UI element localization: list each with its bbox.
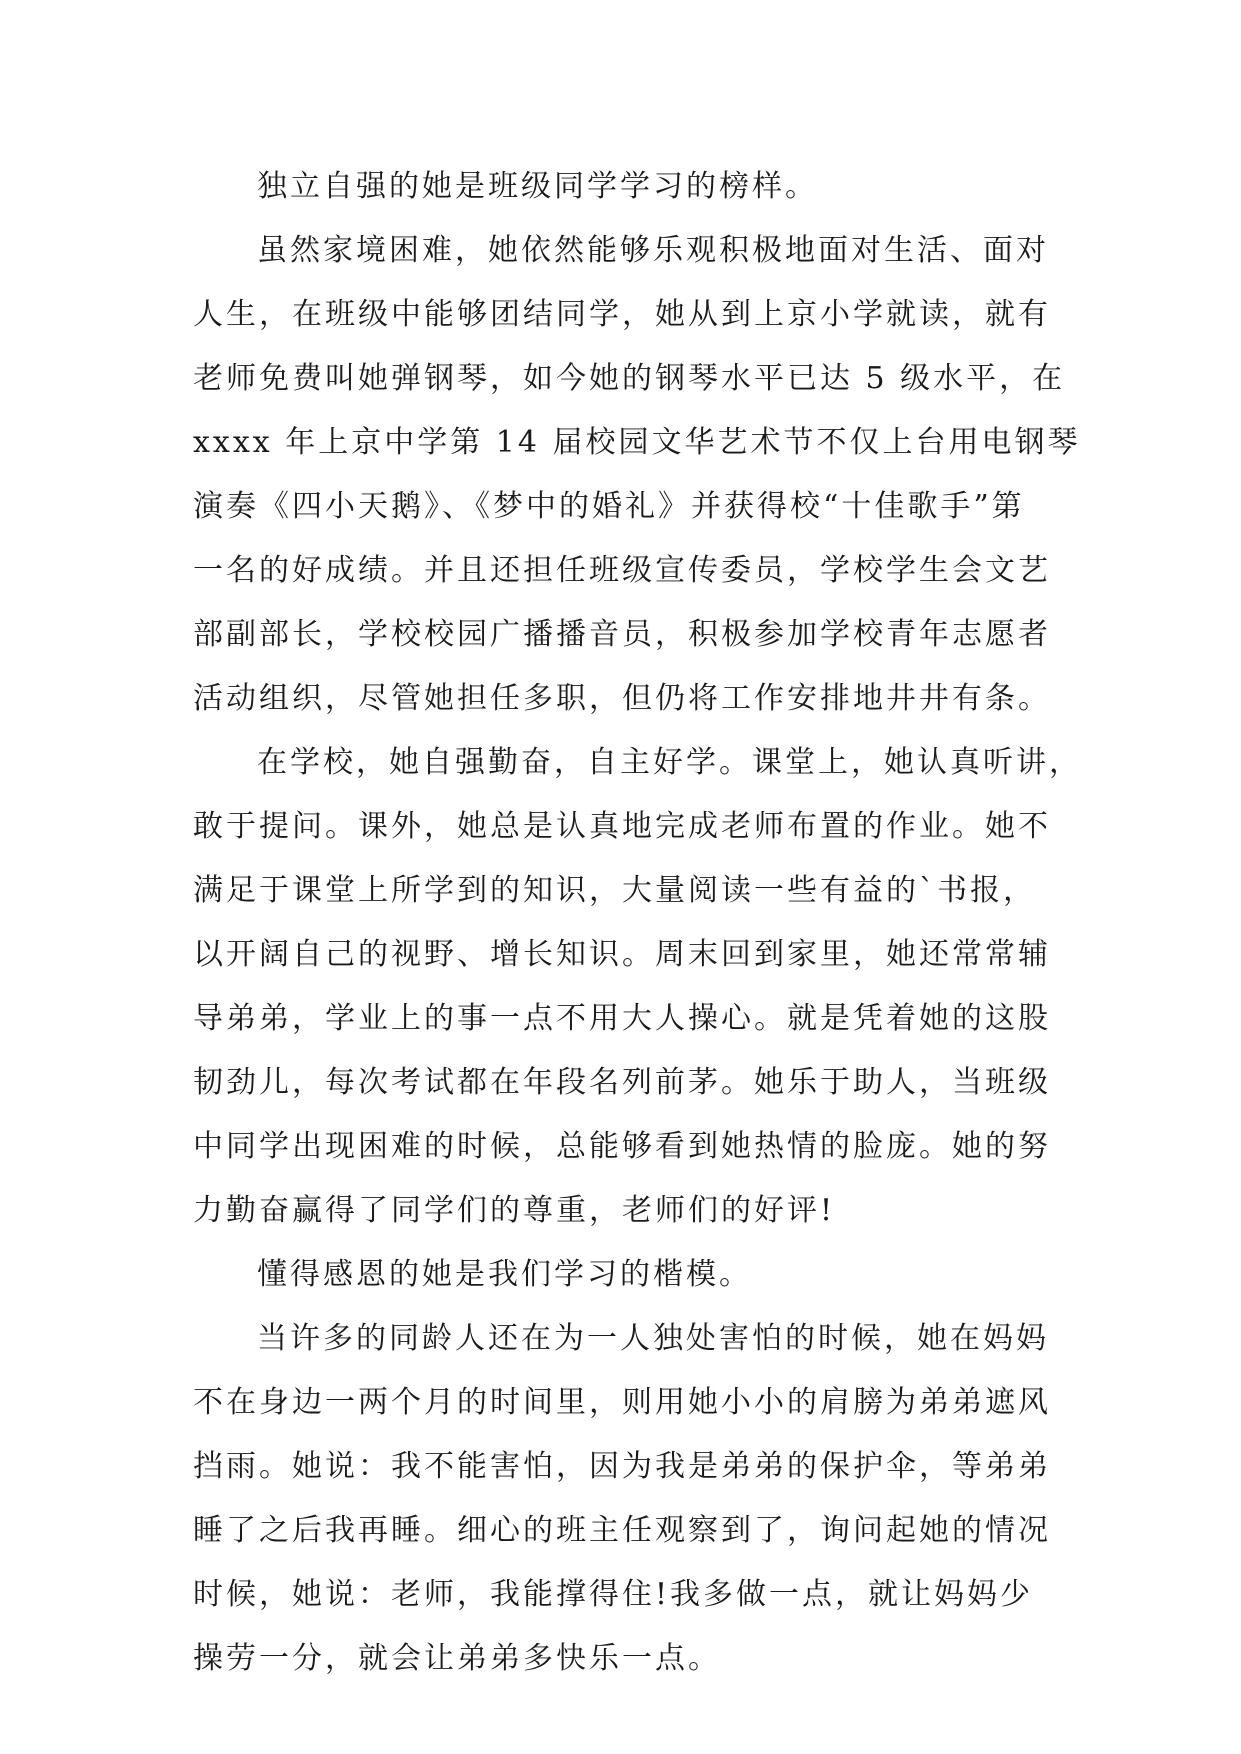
- paragraph-line: 一名的好成绩。并且还担任班级宣传委员，学校学生会文艺: [193, 553, 1051, 588]
- paragraph-line: 力勤奋赢得了同学们的尊重，老师们的好评!: [193, 1193, 836, 1228]
- paragraph-line: 敢于提问。课外，她总是认真地完成老师布置的作业。她不: [193, 809, 1051, 844]
- paragraph-line: 部副部长，学校校园广播播音员，积极参加学校青年志愿者: [193, 617, 1051, 652]
- paragraph-line: 当许多的同龄人还在为一人独处害怕的时候，她在妈妈: [257, 1321, 1049, 1356]
- paragraph-line: 在学校，她自强勤奋，自主好学。课堂上，她认真听讲，: [257, 745, 1082, 780]
- paragraph-line: 活动组织，尽管她担任多职，但仍将工作安排地井井有条。: [193, 681, 1051, 716]
- paragraph-line: 老师免费叫她弹钢琴，如今她的钢琴水平已达 5 级水平，在: [193, 361, 1066, 396]
- paragraph-line: xxxx 年上京中学第 14 届校园文华艺术节不仅上台用电钢琴: [193, 425, 1081, 460]
- paragraph-line: 以开阔自己的视野、增长知识。周末回到家里，她还常常辅: [193, 937, 1051, 972]
- paragraph-line: 演奏《四小天鹅》、《梦中的婚礼》并获得校“十佳歌手”第: [193, 489, 1025, 524]
- paragraph-line: 虽然家境困难，她依然能够乐观积极地面对生活、面对: [257, 233, 1049, 268]
- paragraph-line: 满足于课堂上所学到的知识，大量阅读一些有益的`书报，: [193, 873, 1036, 908]
- paragraph-line: 操劳一分，就会让弟弟多快乐一点。: [193, 1641, 721, 1676]
- paragraph-line: 睡了之后我再睡。细心的班主任观察到了，询问起她的情况: [193, 1513, 1051, 1548]
- paragraph-heading-role-model: 独立自强的她是班级同学学习的榜样。: [257, 169, 818, 204]
- paragraph-line: 中同学出现困难的时候，总能够看到她热情的脸庞。她的努: [193, 1129, 1051, 1164]
- paragraph-heading-gratitude: 懂得感恩的她是我们学习的楷模。: [257, 1257, 752, 1292]
- paragraph-line: 韧劲儿，每次考试都在年段名列前茅。她乐于助人，当班级: [193, 1065, 1051, 1100]
- document-body: [193, 155, 1082, 1691]
- paragraph-line: 挡雨。她说：我不能害怕，因为我是弟弟的保护伞，等弟弟: [193, 1449, 1051, 1484]
- paragraph-line: 人生，在班级中能够团结同学，她从到上京小学就读，就有: [193, 297, 1051, 332]
- paragraph-line: 导弟弟，学业上的事一点不用大人操心。就是凭着她的这股: [193, 1001, 1051, 1036]
- paragraph-line: 不在身边一两个月的时间里，则用她小小的肩膀为弟弟遮风: [193, 1385, 1051, 1420]
- paragraph-line: 时候，她说：老师，我能撑得住!我多做一点，就让妈妈少: [193, 1577, 1034, 1612]
